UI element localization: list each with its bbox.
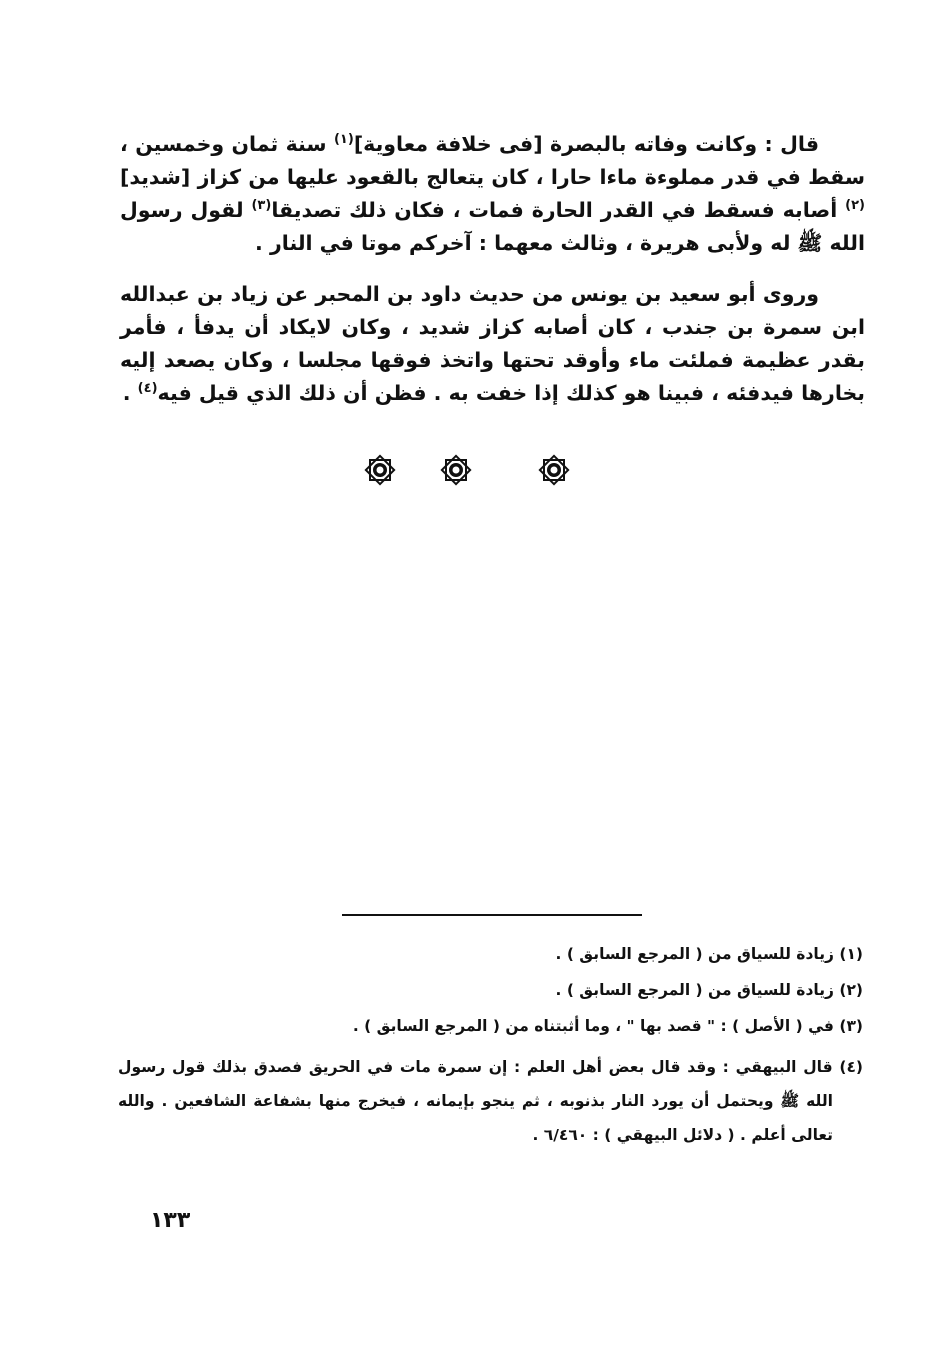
section-divider-ornaments [0,452,945,492]
rosette-ornament-icon [362,452,398,488]
paragraph-1-text-a: قال : وكانت وفاته بالبصرة [فى خلافة معاوية] [353,132,819,156]
paragraph-1-text-b: سنة ثمان وخمسين ، سقط في قدر مملوءة ماءا حارا ، كان يتعالج بالقعود عليها من كزاز [شديد] [120,132,865,189]
footnote-ref-1: (١) [333,132,354,148]
footnote-1: (١) زيادة للسياق من ( المرجع السابق ) . [555,945,863,963]
rosette-ornament-icon [536,452,572,488]
footnote-3: (٣) في ( الأصل ) : " قصد بها " ، وما أثبتناه من ( المرجع السابق ) . [352,1017,863,1035]
rosette-ornament-icon [438,452,474,488]
paragraph-1-text-d: لقول رسول الله ﷺ له ولأبى هريرة ، وثالث معهما : آخركم موتا في النار . [120,198,865,255]
page-number: ١٣٣ [150,1208,191,1233]
footnote-4: (٤) قال البيهقي : وقد قال بعض أهل العلم : إن سمرة مات في الحريق فصدق بذلك قول رسول الله ﷺ ويحتمل أن يورد النار بذنوبه ، ثم ينجو بإيمانه ، فيخرج منها بشفاعة الشافعين . والله تعالى أعلم . ( دلائل البيهقي ) : ٦/٤٦٠ . [118,1058,863,1144]
footnote-separator-line [342,914,642,916]
footnote-ref-3: (٣) [251,198,272,214]
paragraph-1-text-c: أصابه فسقط في القدر الحارة فمات ، فكان ذلك تصديقا [271,198,846,222]
footnote-2: (٢) زيادة للسياق من ( المرجع السابق ) . [555,981,863,999]
footnote-ref-4: (٤) [137,381,158,397]
footnotes [118,942,863,1164]
paragraph-2-end: . [122,381,138,405]
paragraph-1 [120,128,865,260]
footnote-ref-2: (٢) [845,198,865,214]
body-text [120,128,865,410]
paragraph-2-text: وروى أبو سعيد بن يونس من حديث داود بن المحبر عن زياد بن عبدالله ابن سمرة بن جندب ، كان أصابه كزاز شديد ، وكان لايكاد أن يدفأ ، فأمر بقدر عظيمة فملئت ماء وأوقد تحتها واتخذ فوقها مجلسا ، وكان يصعد إليه بخارها فيدفئه ، فبينا هو كذلك إذا خفت به . فظن أن ذلك الذي قيل فيه [120,282,865,405]
paragraph-2 [120,278,865,410]
